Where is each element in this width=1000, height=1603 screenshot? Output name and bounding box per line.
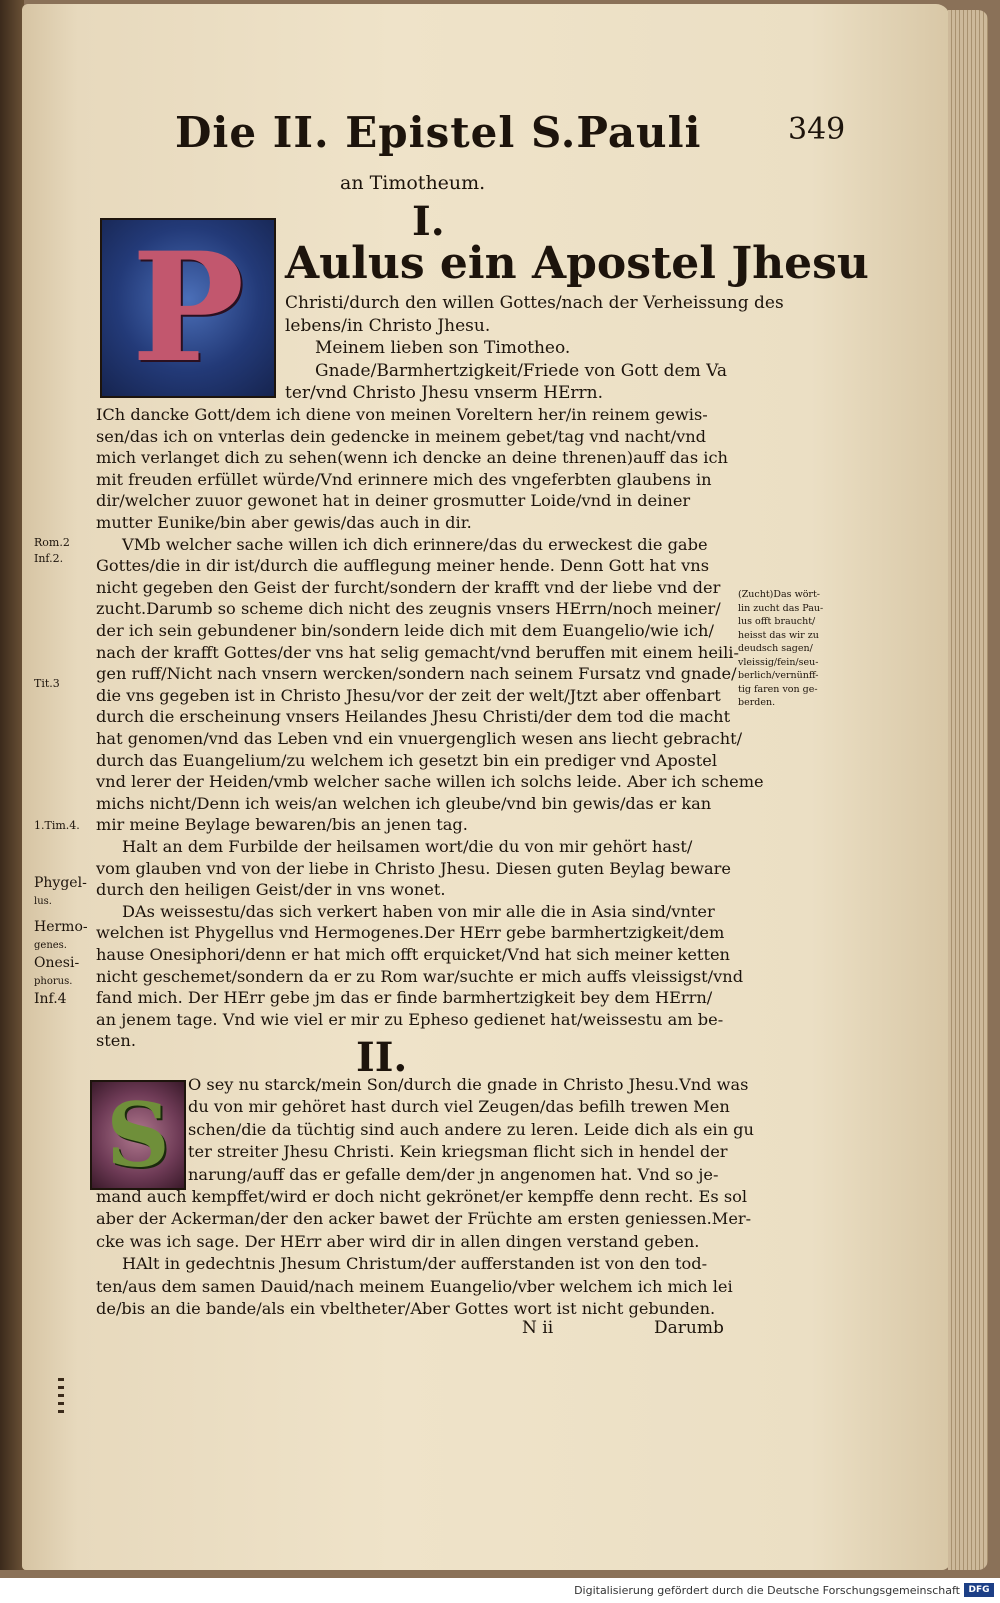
text-line: an jenem tage. Vnd wie viel er mir zu Epheso gedienet hat/weissestu am be- — [96, 1009, 724, 1029]
initial-letter-p: P — [131, 220, 245, 396]
text-line: ter streiter Jhesu Christi. Kein kriegsman flicht sich in hendel der — [188, 1142, 728, 1162]
margin-note-left: 1.Tim.4. — [34, 819, 80, 832]
text-line: HAlt in gedechtnis Jhesum Christum/der aufferstanden ist von den tod- — [122, 1254, 708, 1274]
text-line: Halt an dem Furbilde der heilsamen wort/die du von mir gehört hast/ — [122, 837, 693, 856]
text-line: Gnade/Barmhertzigkeit/Friede von Gott dem Va — [315, 360, 727, 381]
page-subtitle: an Timotheum. — [340, 172, 486, 194]
text-line: cke was ich sage. Der HErr aber wird dir in allen dingen verstand geben. — [96, 1231, 700, 1251]
text-line: ICh dancke Gott/dem ich diene von meinen Voreltern her/in reinem gewis- — [96, 405, 708, 424]
text-line: ten/aus dem samen Dauid/nach meinem Euangelio/vber welchem ich mich lei — [96, 1276, 733, 1296]
chapter-1-headline: Aulus ein Apostel Jhesu — [285, 238, 869, 289]
text-line: du von mir gehöret hast durch viel Zeugen/das befilh trewen Men — [188, 1097, 730, 1117]
text-line: Gottes/die in dir ist/durch die aufflegung meiner hende. Denn Gott hat vns — [96, 556, 710, 576]
margin-gloss-line: berlich/vernünff- — [738, 670, 819, 681]
text-line: fand mich. Der HErr gebe jm das er finde barmhertzigkeit bey dem HErrn/ — [96, 988, 713, 1008]
margin-note-left: Inf.2. — [34, 552, 64, 565]
dfg-logo: DFG — [964, 1583, 994, 1597]
text-line: mutter Eunike/bin aber gewis/das auch in dir. — [96, 513, 472, 532]
text-line: ter/vnd Christo Jhesu vnserm HErrn. — [285, 383, 604, 403]
margin-gloss-line: deudsch sagen/ — [738, 643, 813, 654]
margin-note-left: Onesi- — [34, 955, 80, 971]
initial-letter-s: S — [106, 1083, 170, 1187]
text-line: nicht gegeben den Geist der furcht/sondern der krafft vnd der liebe vnd der — [96, 577, 721, 597]
text-line: durch den heiligen Geist/der in vns wonet. — [96, 880, 446, 900]
margin-note-left: Rom.2 — [34, 536, 70, 549]
chapter-number-1: I. — [412, 198, 445, 245]
text-line: mit freuden erfüllet würde/Vnd erinnere mich des vngeferbten glaubens in — [96, 469, 712, 489]
margin-note-left: Phygel- — [34, 875, 87, 891]
margin-note-left: Hermo- — [34, 919, 88, 935]
margin-gloss-line: tig faren von ge- — [738, 683, 818, 695]
margin-gloss-line: berden. — [738, 697, 776, 708]
margin-gloss-line: lin zucht das Pau- — [738, 602, 824, 614]
text-line: hat genomen/vnd das Leben vnd ein vnuergenglich wesen ans liecht gebracht/ — [96, 729, 743, 748]
footer-credit: Digitalisierung gefördert durch die Deutsche Forschungsgemeinschaft — [574, 1584, 960, 1597]
text-line: durch das Euangelium/zu welchem ich gesetzt bin ein prediger vnd Apostel — [96, 750, 718, 770]
text-line: nach der krafft Gottes/der vns hat selig gemacht/vnd beruffen mit einem heili- — [96, 642, 739, 662]
text-line: Christi/durch den willen Gottes/nach der Verheissung des — [285, 293, 784, 313]
text-line: sten. — [96, 1031, 136, 1051]
text-line: VMb welcher sache willen ich dich erinnere/das du erweckest die gabe — [122, 534, 708, 554]
decorated-initial-s — [90, 1080, 186, 1190]
text-line: O sey nu starck/mein Son/durch die gnade in Christo Jhesu.Vnd was — [188, 1075, 749, 1094]
text-line: vnd lerer der Heiden/vmb welcher sache willen ich solchs leide. Aber ich scheme — [96, 772, 764, 792]
margin-gloss-line: heisst das wir zu — [738, 629, 819, 641]
text-line: aber der Ackerman/der den acker bawet der Früchte am ersten geniessen.Mer- — [96, 1209, 752, 1229]
text-line: narung/auff das er gefalle dem/der jn angenomen hat. Vnd so je- — [188, 1164, 719, 1184]
text-line: gen ruff/Nicht nach vnsern wercken/sondern nach seinem Fursatz vnd gnade/ — [96, 664, 737, 684]
text-line: der ich sein gebundener bin/sondern leide dich mit dem Euangelio/wie ich/ — [96, 621, 714, 640]
text-line: durch die erscheinung vnsers Heilandes Jhesu Christi/der dem tod die macht — [96, 707, 731, 727]
page-marks — [58, 1378, 64, 1418]
margin-gloss-line: lus offt braucht/ — [738, 616, 816, 627]
text-line: de/bis an die bande/als ein vbeltheter/Aber Gottes wort ist nicht gebunden. — [96, 1299, 716, 1318]
text-line: welchen ist Phygellus vnd Hermogenes.Der HErr gebe barmhertzigkeit/dem — [96, 923, 725, 943]
text-line: zucht.Darumb so scheme dich nicht des zeugnis vnsers HErrn/noch meiner/ — [96, 599, 721, 619]
text-line: nicht geschemet/sondern da er zu Rom war/suchte er mich auffs vleissigst/vnd — [96, 966, 744, 986]
margin-note-left: genes. — [34, 940, 67, 951]
book-spine-shadow — [0, 0, 24, 1570]
margin-note-left: phorus. — [34, 976, 73, 987]
text-line: die vns gegeben ist in Christo Jhesu/vor der zeit der welt/Jtzt aber offenbart — [96, 685, 721, 705]
footer-bar — [0, 1578, 1000, 1603]
text-line: vom glauben vnd von der liebe in Christo Jhesu. Diesen guten Beylag beware — [96, 858, 731, 878]
signature-mark: N ii — [522, 1318, 554, 1338]
page-edges — [948, 10, 988, 1570]
text-line: Meinem lieben son Timotheo. — [315, 338, 571, 358]
text-line: mich verlanget dich zu sehen(wenn ich dencke an deine threnen)auff das ich — [96, 448, 728, 468]
text-line: sen/das ich on vnterlas dein gedencke in meinem gebet/tag vnd nacht/vnd — [96, 426, 707, 446]
decorated-initial-p — [100, 218, 276, 398]
text-line: mand auch kempffet/wird er doch nicht gekrönet/er kempffe denn recht. Es sol — [96, 1187, 748, 1206]
margin-note-left: Inf.4 — [34, 991, 67, 1007]
folio-number: 349 — [788, 112, 846, 147]
text-line: mir meine Beylage bewaren/bis an jenen tag. — [96, 815, 468, 835]
text-line: michs nicht/Denn ich weis/an welchen ich gleube/vnd bin gewis/das er kan — [96, 793, 712, 813]
text-line: hause Onesiphori/denn er hat mich offt erquicket/Vnd hat sich meiner ketten — [96, 945, 730, 964]
text-line: DAs weissestu/das sich verkert haben von mir alle die in Asia sind/vnter — [122, 901, 715, 921]
page-title: Die II. Epistel S.Pauli — [175, 108, 702, 157]
text-line: schen/die da tüchtig sind auch andere zu leren. Leide dich als ein gu — [188, 1119, 754, 1139]
margin-gloss-line: vleissig/fein/seu- — [738, 656, 819, 668]
margin-note-left: lus. — [34, 896, 52, 907]
margin-note-left: Tit.3 — [34, 677, 60, 690]
text-line: dir/welcher zuuor gewonet hat in deiner grosmutter Loide/vnd in deiner — [96, 491, 691, 511]
text-line: lebens/in Christo Jhesu. — [285, 315, 491, 336]
margin-gloss-line: (Zucht)Das wört- — [738, 589, 820, 600]
chapter-number-2: II. — [356, 1034, 408, 1081]
catchword: Darumb — [654, 1318, 724, 1338]
